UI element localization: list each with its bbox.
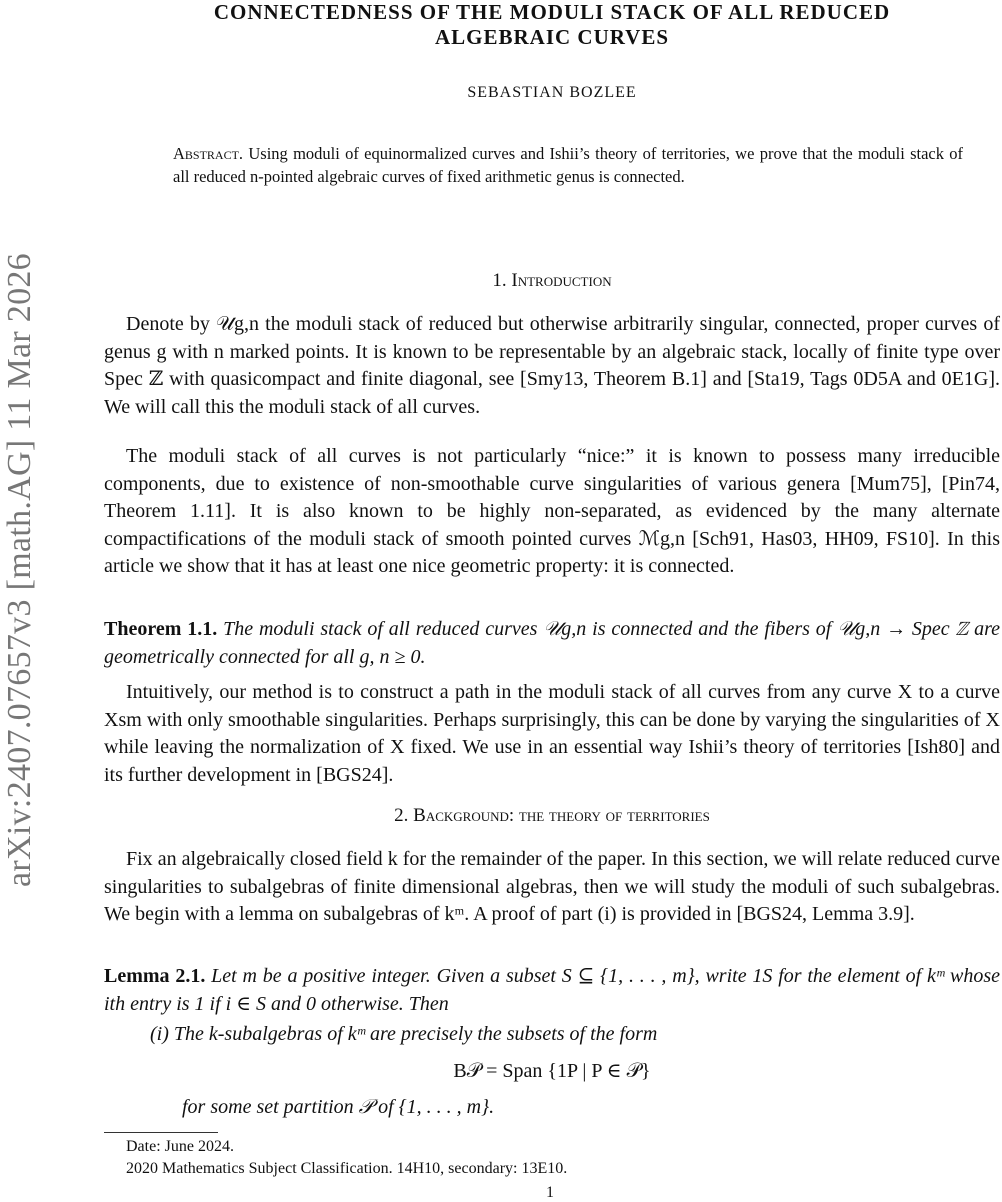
footnote-msc: 2020 Mathematics Subject Classification. 14H10, secondary: 13E10. <box>126 1160 568 1177</box>
abstract <box>173 142 963 188</box>
lemma-part-i: (i) The k-subalgebras of kᵐ are precisely the subsets of the form <box>150 1023 658 1045</box>
lemma-2-1 <box>104 963 1000 1018</box>
author-name: SEBASTIAN BOZLEE <box>467 84 637 101</box>
section-2-heading: 2. Background: the theory of territories <box>394 805 710 826</box>
lemma-statement: Let m be a positive integer. Given a subset S ⊆ {1, . . . , m}, write 1S for the element of kᵐ whose ith entry is 1 if i ∈ S and 0 otherwise. Then <box>104 965 1000 1015</box>
background-paragraph-1: Fix an algebraically closed field k for the remainder of the paper. In this section, we will relate reduced curve singularities to subalgebras of finite dimensional algebras, then we will study the moduli of such subalgebras. We begin with a lemma on subalgebras of kᵐ. A proof of part (i) is provided in [BGS24, Lemma 3.9]. <box>104 848 1000 925</box>
theorem-1-1 <box>104 616 1000 671</box>
lemma-label: Lemma 2.1. <box>104 965 206 987</box>
theorem-label: Theorem 1.1. <box>104 618 218 640</box>
footnote-rule <box>104 1132 218 1133</box>
intro-paragraph-2: The moduli stack of all curves is not particularly “nice:” it is known to possess many irreducible components, due to existence of non-smoothable curve singularities of various genera [Mum75], [Pin74, Theorem 1.11]. It is also known to be highly non-separated, as evidenced by the many alternate compactifications of the moduli stack of smooth pointed curves ℳg,n [Sch91, Has03, HH09, FS10]. In this article we show that it has at least one nice geometric property: it is connected. <box>104 445 1000 577</box>
theorem-statement: The moduli stack of all reduced curves 𝒰g,n is connected and the fibers of 𝒰g,n → Spec ℤ are geometrically connected for all g, n ≥ 0. <box>104 618 1000 668</box>
section-1-heading: 1. Introduction <box>492 270 612 291</box>
arxiv-identifier[interactable]: arXiv:2407.07657v3 [math.AG] 11 Mar 2026 <box>1 253 38 887</box>
abstract-text: Using moduli of equinormalized curves and Ishii’s theory of territories, we prove that the moduli stack of all reduced n-pointed algebraic curves of fixed arithmetic genus is connected. <box>173 144 963 186</box>
paper-title: CONNECTEDNESS OF THE MODULI STACK OF ALL REDUCED ALGEBRAIC CURVES <box>213 0 891 49</box>
intro-paragraph-1: Denote by 𝒰g,n the moduli stack of reduced but otherwise arbitrarily singular, connected, proper curves of genus g with n marked points. It is known to be representable by an algebraic stack, locally of finite type over Spec ℤ with quasicompact and finite diagonal, see [Smy13, Theorem B.1] and [Sta19, Tags 0D5A and 0E1G]. We will call this the moduli stack of all curves. <box>104 313 1000 418</box>
display-equation: B𝒫 = Span {1P | P ∈ 𝒫} <box>453 1060 651 1082</box>
footnote-date: Date: June 2024. <box>126 1138 234 1155</box>
abstract-label: Abstract. <box>173 144 244 163</box>
lemma-part-i-continued: for some set partition 𝒫 of {1, . . . , m}. <box>182 1096 495 1118</box>
page-number: 1 <box>546 1184 554 1201</box>
intro-paragraph-3: Intuitively, our method is to construct a path in the moduli stack of all curves from any curve X to a curve Xsm with only smoothable singularities. Perhaps surprisingly, this can be done by varying the singularities of X while leaving the normalization of X fixed. We use in an essential way Ishii’s theory of territories [Ish80] and its further development in [BGS24]. <box>104 681 1000 786</box>
